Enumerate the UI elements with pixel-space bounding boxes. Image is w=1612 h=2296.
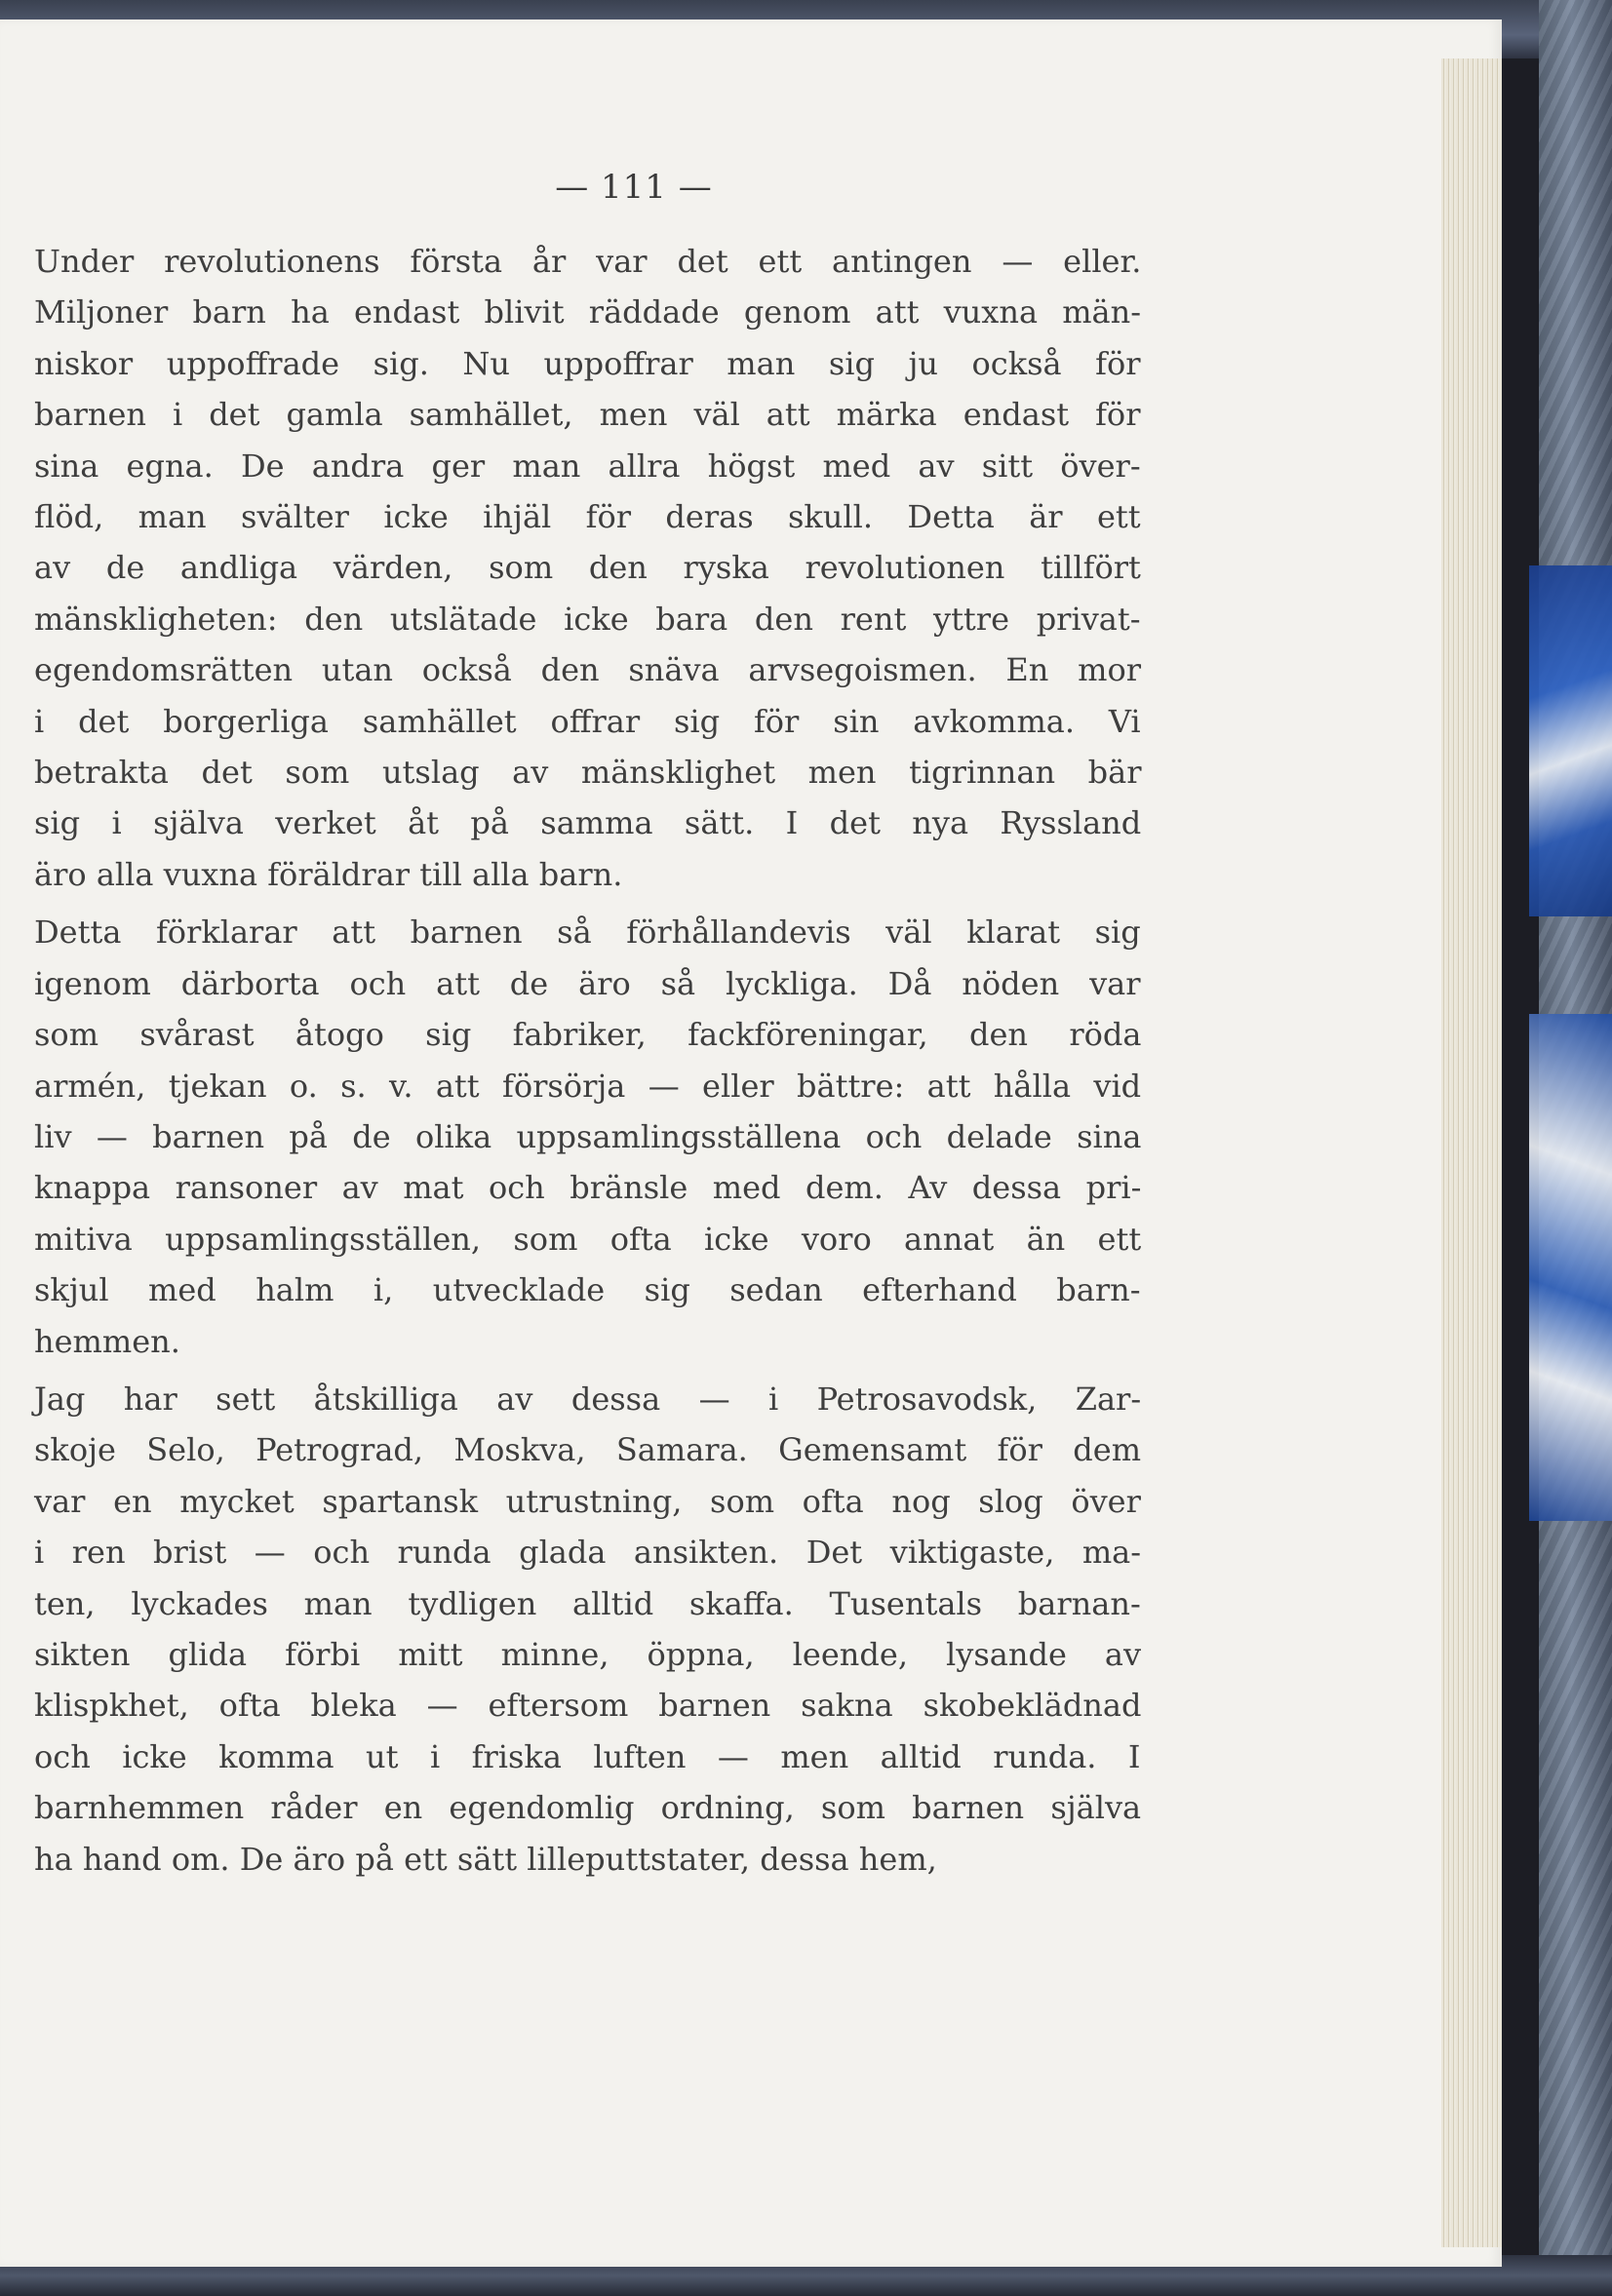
text-line: barnen i det gamla samhället, men väl att märka endast för: [34, 396, 1141, 434]
text-line: niskor uppoffrade sig. Nu uppoffrar man sig ju också för: [34, 344, 1141, 382]
marbled-endpaper-upper: [1529, 565, 1612, 916]
text-line: skoje Selo, Petrograd, Moskva, Samara. Gemensamt för dem: [34, 1431, 1142, 1469]
text-line: sig i själva verket åt på samma sätt. I det nya Ryssland: [34, 804, 1142, 842]
text-line: ten, lyckades man tydligen alltid skaffa. Tusentals barnan-: [34, 1584, 1141, 1622]
paragraph-1: [34, 236, 1141, 900]
text-line: i ren brist — och runda glada ansikten. Det viktigaste, ma-: [34, 1534, 1142, 1572]
text-line: och icke komma ut i friska luften — men alltid runda. I: [34, 1737, 1141, 1775]
text-line: äro alla vuxna föräldrar till alla barn.: [34, 855, 623, 893]
text-line: Under revolutionens första år var det ett antingen — eller.: [34, 243, 1142, 280]
page-number: — 111 —: [555, 168, 713, 207]
text-line: sikten glida förbi mitt minne, öppna, leende, lysande av: [34, 1635, 1142, 1673]
body-text: [34, 236, 1141, 1885]
text-line: i det borgerliga samhället offrar sig för sin avkomma. Vi: [34, 702, 1141, 740]
text-line: knappa ransoner av mat och bränsle med dem. Av dessa pri-: [34, 1169, 1142, 1207]
text-line: hemmen.: [34, 1322, 180, 1360]
text-line: skjul med halm i, utvecklade sig sedan efterhand barn-: [34, 1271, 1141, 1309]
marbled-endpaper-lower: [1529, 1014, 1612, 1521]
text-line: sina egna. De andra ger man allra högst med av sitt över-: [34, 447, 1141, 485]
paragraph-3: [34, 1374, 1141, 1885]
text-line: Miljoner barn ha endast blivit räddade genom att vuxna män-: [34, 293, 1142, 331]
text-line: klispkhet, ofta bleka — eftersom barnen sakna skobeklädnad: [34, 1687, 1142, 1725]
text-line: egendomsrätten utan också den snäva arvsegoismen. En mor: [34, 651, 1142, 689]
text-line: som svårast åtogo sig fabriker, fackföreningar, den röda: [34, 1016, 1142, 1054]
text-line: flöd, man svälter icke ihjäl för deras skull. Detta är ett: [34, 498, 1141, 536]
paragraph-2: [34, 907, 1141, 1367]
text-line: armén, tjekan o. s. v. att försörja — eller bättre: att hålla vid: [34, 1067, 1142, 1105]
text-line: mitiva uppsamlingsställen, som ofta icke voro annat än ett: [34, 1220, 1142, 1258]
text-line: av de andliga värden, som den ryska revolutionen tillfört: [34, 549, 1141, 587]
text-line: betrakta det som utslag av mänsklighet men tigrinnan bär: [34, 754, 1142, 792]
text-line: Jag har sett åtskilliga av dessa — i Petrosavodsk, Zar-: [34, 1380, 1142, 1418]
text-line: var en mycket spartansk utrustning, som ofta nog slog över: [34, 1482, 1141, 1520]
text-line: liv — barnen på de olika uppsamlingsställena och delade sina: [34, 1117, 1142, 1155]
page-edge-stack: [1441, 58, 1502, 2247]
text-line: mänskligheten: den utslätade icke bara den rent yttre privat-: [34, 600, 1141, 638]
text-line: Detta förklarar att barnen så förhållandevis väl klarat sig: [34, 914, 1141, 952]
text-line: igenom därborta och att de äro så lyckliga. Då nöden var: [34, 964, 1141, 1002]
text-line: ha hand om. De äro på ett sätt lilleputtstater, dessa hem,: [34, 1840, 937, 1878]
text-line: barnhemmen råder en egendomlig ordning, som barnen själva: [34, 1789, 1142, 1827]
